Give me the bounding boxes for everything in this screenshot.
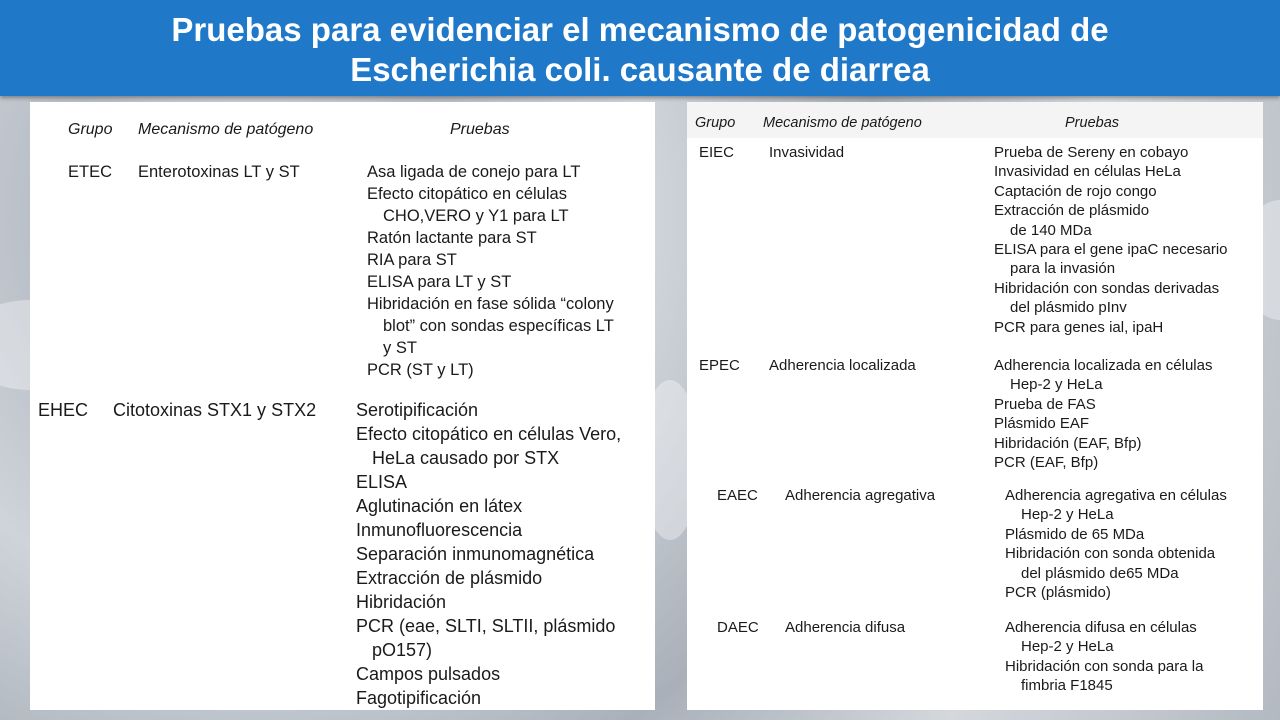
header-mecanismo: Mecanismo de patógeno bbox=[763, 115, 922, 131]
list-item: fimbria F1845 bbox=[1021, 677, 1113, 695]
list-item: Hibridación con sondas derivadas bbox=[994, 279, 1220, 297]
eiec-mecanismo: Invasividad bbox=[769, 144, 845, 161]
list-item: Efecto citopático en células Vero, bbox=[356, 424, 622, 444]
list-item: Serotipificación bbox=[356, 400, 479, 420]
list-item: Fagotipificación bbox=[356, 688, 482, 708]
list-item: Extracción de plásmido bbox=[356, 568, 543, 588]
list-item: Separación inmunomagnética bbox=[356, 544, 595, 564]
list-item: Adherencia agregativa en células bbox=[1005, 487, 1227, 504]
list-item: Captación de rojo congo bbox=[994, 182, 1157, 200]
list-item: Prueba de FAS bbox=[994, 395, 1096, 413]
header-pruebas: Pruebas bbox=[1065, 115, 1120, 131]
list-item: Ratón lactante para ST bbox=[367, 229, 537, 247]
list-item: Hep-2 y HeLa bbox=[1021, 638, 1114, 656]
list-item: Invasividad en células HeLa bbox=[994, 163, 1181, 181]
list-item: Hibridación con sonda para la bbox=[1005, 657, 1204, 675]
list-item: ELISA bbox=[356, 472, 408, 492]
header-pruebas: Pruebas bbox=[450, 121, 510, 138]
list-item: del plásmido pInv bbox=[1010, 299, 1127, 317]
list-item: Aglutinación en látex bbox=[356, 496, 523, 516]
header-mecanismo: Mecanismo de patógeno bbox=[138, 121, 314, 138]
list-item: Hep-2 y HeLa bbox=[1010, 376, 1103, 394]
list-item: Extracción de plásmido bbox=[994, 202, 1150, 220]
list-item: pO157) bbox=[372, 640, 433, 660]
header-grupo: Grupo bbox=[695, 115, 736, 131]
left-table bbox=[30, 102, 655, 710]
daec-grupo: DAEC bbox=[717, 619, 759, 636]
list-item: PCR (eae, SLTI, SLTII, plásmido bbox=[356, 616, 616, 636]
title-line-2: Escherichia coli. causante de diarrea bbox=[350, 51, 930, 88]
list-item: para la invasión bbox=[1010, 260, 1116, 278]
list-item: Hibridación con sonda obtenida bbox=[1005, 545, 1216, 563]
list-item: Hibridación en fase sólida “colony bbox=[367, 295, 614, 313]
right-table bbox=[687, 102, 1263, 710]
list-item: y ST bbox=[383, 339, 417, 357]
ehec-grupo: EHEC bbox=[38, 400, 89, 420]
eaec-pruebas bbox=[1005, 486, 1227, 602]
list-item: Adherencia localizada en células bbox=[994, 357, 1213, 374]
list-item: PCR (EAF, Bfp) bbox=[994, 454, 1099, 472]
list-item: RIA para ST bbox=[367, 251, 457, 269]
list-item: PCR (ST y LT) bbox=[367, 361, 474, 379]
list-item: ELISA para LT y ST bbox=[367, 273, 512, 291]
slide-title bbox=[0, 0, 1280, 96]
list-item: Plásmido de 65 MDa bbox=[1005, 525, 1145, 543]
daec-pruebas bbox=[1005, 618, 1203, 696]
etec-grupo: ETEC bbox=[68, 163, 113, 181]
list-item: Plásmido EAF bbox=[994, 415, 1090, 433]
eaec-grupo: EAEC bbox=[717, 487, 758, 504]
list-item: Adherencia difusa en células bbox=[1005, 619, 1197, 636]
list-item: CHO,VERO y Y1 para LT bbox=[383, 207, 569, 225]
list-item: Hibridación bbox=[356, 592, 447, 612]
eaec-mecanismo: Adherencia agregativa bbox=[785, 487, 936, 504]
daec-mecanismo: Adherencia difusa bbox=[785, 619, 906, 636]
list-item: del plásmido de65 MDa bbox=[1021, 564, 1179, 582]
list-item: Inmunofluorescencia bbox=[356, 520, 523, 540]
list-item: HeLa causado por STX bbox=[372, 448, 560, 468]
list-item: Prueba de Sereny en cobayo bbox=[994, 144, 1189, 161]
eiec-grupo: EIEC bbox=[699, 144, 735, 161]
list-item: Campos pulsados bbox=[356, 664, 501, 684]
list-item: Hibridación (EAF, Bfp) bbox=[994, 434, 1142, 452]
list-item: Hep-2 y HeLa bbox=[1021, 506, 1114, 524]
eiec-pruebas bbox=[994, 143, 1228, 337]
list-item: PCR para genes ial, ipaH bbox=[994, 318, 1164, 336]
list-item: PCR (plásmido) bbox=[1005, 584, 1111, 602]
title-line-1: Pruebas para evidenciar el mecanismo de patogenicidad de bbox=[171, 11, 1109, 48]
list-item: Asa ligada de conejo para LT bbox=[367, 163, 581, 181]
etec-pruebas bbox=[367, 161, 614, 381]
epec-pruebas bbox=[994, 356, 1212, 472]
ehec-mecanismo: Citotoxinas STX1 y STX2 bbox=[113, 400, 317, 420]
header-grupo: Grupo bbox=[68, 121, 113, 138]
list-item: Efecto citopático en células bbox=[367, 185, 567, 203]
list-item: blot” con sondas específicas LT bbox=[383, 317, 614, 335]
epec-mecanismo: Adherencia localizada bbox=[769, 357, 916, 374]
etec-mecanismo: Enterotoxinas LT y ST bbox=[138, 163, 300, 181]
list-item: de 140 MDa bbox=[1010, 221, 1092, 239]
epec-grupo: EPEC bbox=[699, 357, 740, 374]
list-item: ELISA para el gene ipaC necesario bbox=[994, 241, 1228, 259]
ehec-pruebas bbox=[356, 398, 621, 710]
